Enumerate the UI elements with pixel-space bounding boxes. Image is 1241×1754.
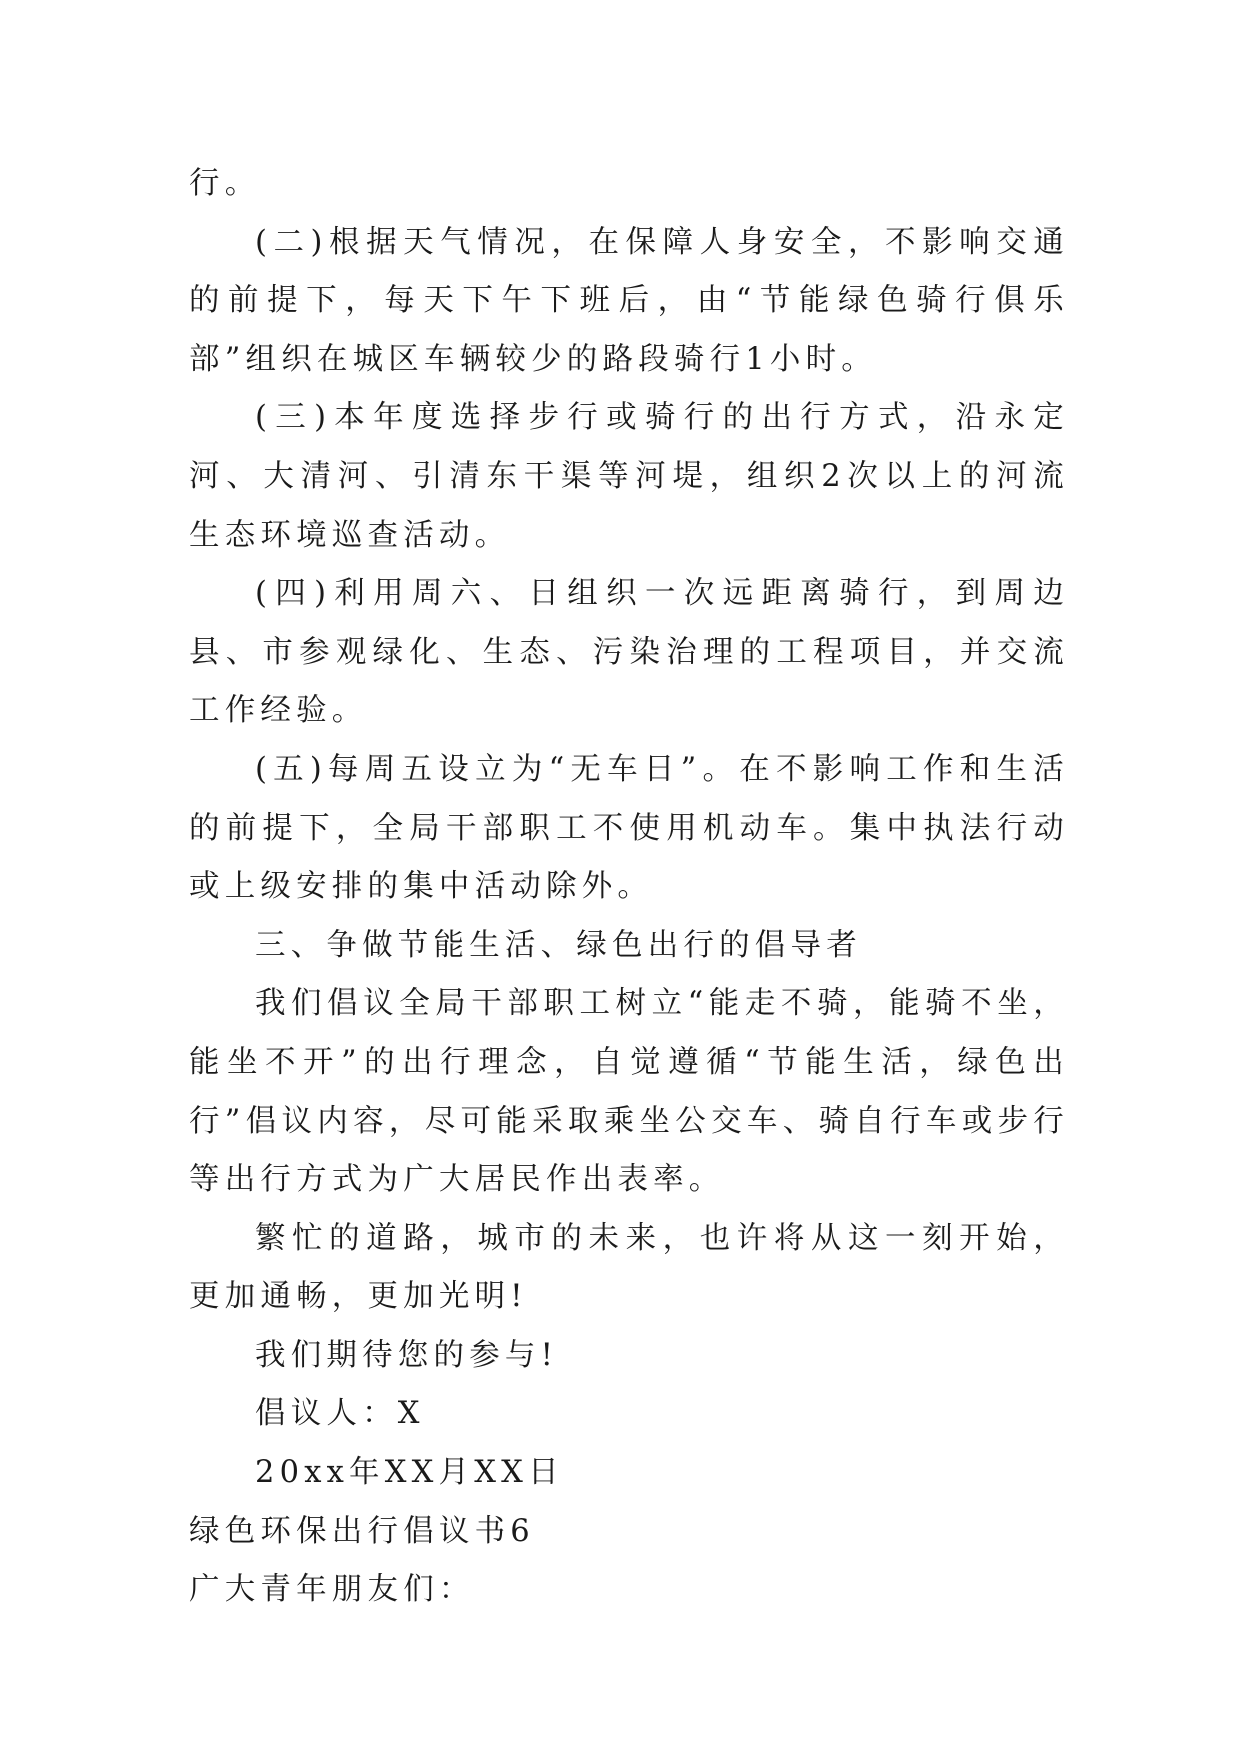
paragraph-item-2: (二)根据天气情况，在保障人身安全，不影响交通的前提下，每天下午下班后，由“节能绿色骑行俱乐部”组织在城区车辆较少的路段骑行1小时。 <box>189 224 1069 377</box>
salutation: 广大青年朋友们： <box>189 1572 475 1608</box>
paragraph-continuation: 行。 <box>189 166 261 201</box>
next-document-title: 绿色环保出行倡议书6 <box>189 1513 535 1549</box>
document-body <box>189 155 1069 1620</box>
signature-date: 20xx年XX月XX日 <box>255 1455 564 1491</box>
signature-proposer: 倡议人：X <box>255 1396 425 1432</box>
paragraph-item-3: (三)本年度选择步行或骑行的出行方式，沿永定河、大清河、引清东干渠等河堤，组织2次以上的河流生态环境巡查活动。 <box>189 400 1069 553</box>
paragraph-item-4: (四)利用周六、日组织一次远距离骑行，到周边县、市参观绿化、生态、污染治理的工程项目，并交流工作经验。 <box>189 576 1069 729</box>
paragraph-proposal: 我们倡议全局干部职工树立“能走不骑，能骑不坐，能坐不开”的出行理念，自觉遵循“节能生活，绿色出行”倡议内容，尽可能采取乘坐公交车、骑自行车或步行等出行方式为广大居民作出表率。 <box>189 986 1069 1198</box>
paragraph-invitation: 我们期待您的参与! <box>255 1337 559 1373</box>
paragraph-closing: 繁忙的道路，城市的未来，也许将从这一刻开始，更加通畅，更加光明! <box>189 1220 1069 1315</box>
paragraph-item-5: (五)每周五设立为“无车日”。在不影响工作和生活的前提下，全局干部职工不使用机动车。集中执法行动或上级安排的集中活动除外。 <box>189 751 1069 905</box>
section-heading-3: 三、争做节能生活、绿色出行的倡导者 <box>255 927 862 963</box>
